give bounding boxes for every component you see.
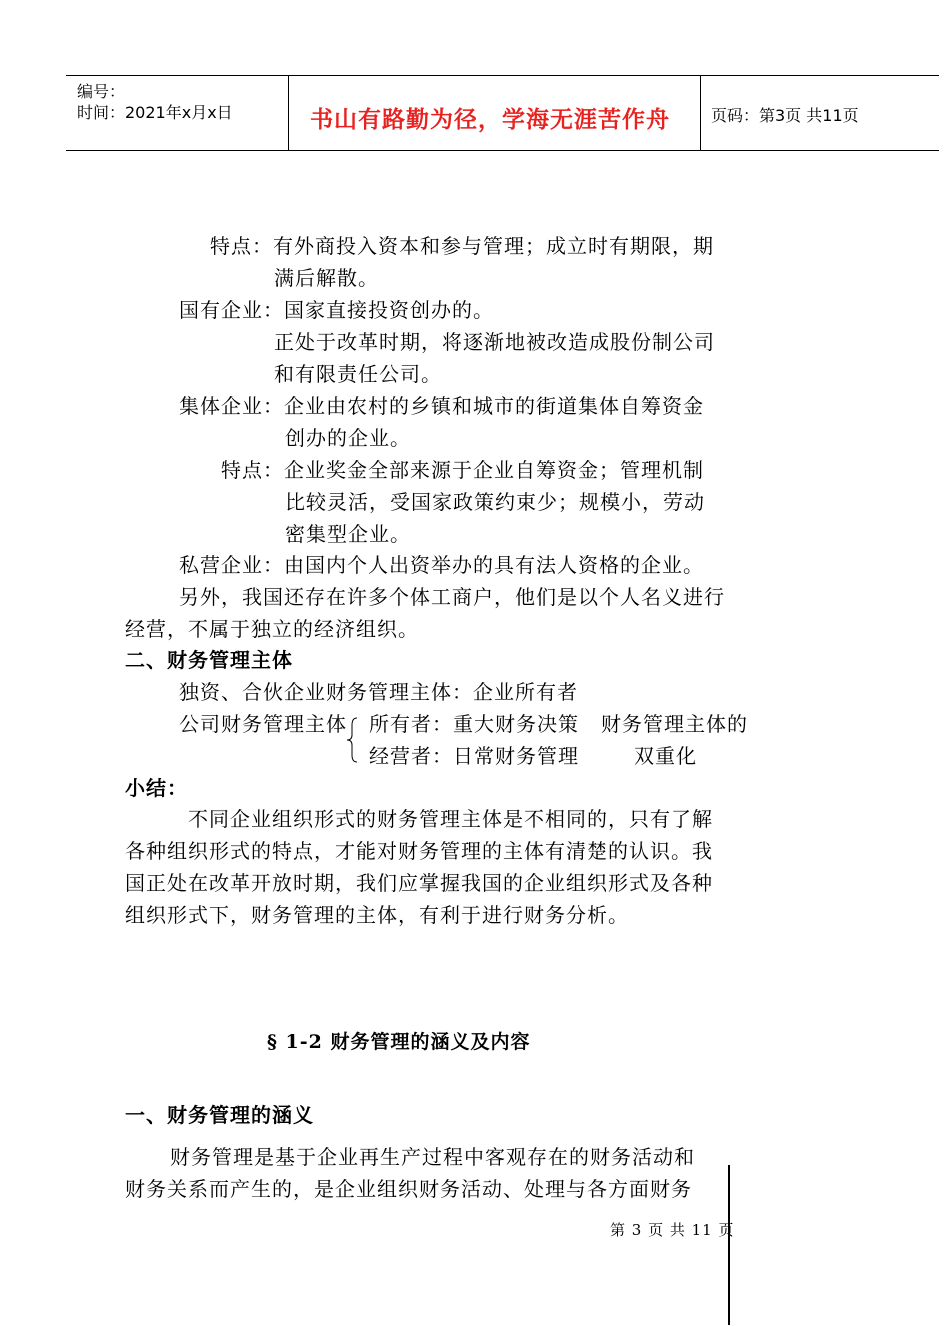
text-line: 特点：有外商投入资本和参与管理；成立时有期限，期: [210, 234, 714, 258]
page-footer: 第 3 页 共 11 页: [610, 1221, 735, 1239]
text-line: 各种组织形式的特点，才能对财务管理的主体有清楚的认识。我: [125, 839, 713, 863]
header-divider-left: [288, 75, 289, 151]
text-line: 财务管理是基于企业再生产过程中客观存在的财务活动和: [170, 1145, 695, 1169]
header-page-label: 页码：第3页 共11页: [711, 106, 859, 125]
text-line: 特点：企业奖金全部来源于企业自筹资金；管理机制: [221, 458, 704, 482]
text-line: 另外，我国还存在许多个体工商户，他们是以个人名义进行: [179, 585, 725, 609]
summary-heading: 小结：: [125, 776, 188, 800]
text-line: 私营企业：由国内个人出资举办的具有法人资格的企业。: [179, 553, 704, 577]
header-bottom-rule: [66, 150, 939, 151]
text-line: 财务关系而产生的，是企业组织财务活动、处理与各方面财务: [125, 1177, 692, 1201]
header-time-label: 时间：2021年x月x日: [77, 103, 233, 122]
section-heading: 一、财务管理的涵义: [125, 1103, 314, 1127]
text-line: 密集型企业。: [285, 522, 411, 546]
section-title: § 1-2 财务管理的涵义及内容: [267, 1031, 531, 1053]
text-line: 公司财务管理主体: [179, 712, 347, 736]
text-line: 集体企业：企业由农村的乡镇和城市的街道集体自筹资金: [179, 394, 704, 418]
text-line: 双重化: [634, 744, 697, 768]
text-line: 国有企业：国家直接投资创办的。: [179, 298, 494, 322]
text-line: 所有者：重大财务决策: [369, 712, 579, 736]
vertical-rule: [728, 1165, 730, 1325]
header-top-rule: [66, 75, 939, 76]
header-motto: 书山有路勤为径，学海无涯苦作舟: [310, 106, 670, 133]
text-line: 比较灵活，受国家政策约束少；规模小，劳动: [285, 490, 705, 514]
text-line: 经营者：日常财务管理: [369, 744, 579, 768]
text-line: 组织形式下，财务管理的主体，有利于进行财务分析。: [125, 903, 629, 927]
text-line: 经营，不属于独立的经济组织。: [125, 617, 419, 641]
text-line: 正处于改革时期，将逐渐地被改造成股份制公司: [274, 330, 715, 354]
page-header: [66, 75, 939, 151]
text-line: 和有限责任公司。: [274, 362, 442, 386]
text-line: 不同企业组织形式的财务管理主体是不相同的，只有了解: [188, 807, 713, 831]
text-line: 满后解散。: [274, 266, 379, 290]
text-line: 独资、合伙企业财务管理主体：企业所有者: [179, 680, 578, 704]
brace-symbol: [345, 717, 359, 763]
header-divider-right: [700, 75, 701, 151]
section-heading: 二、财务管理主体: [125, 648, 293, 672]
text-line: 创办的企业。: [285, 426, 411, 450]
header-number-label: 编号：: [77, 82, 126, 101]
text-line: 财务管理主体的: [601, 712, 748, 736]
text-line: 国正处在改革开放时期，我们应掌握我国的企业组织形式及各种: [125, 871, 713, 895]
